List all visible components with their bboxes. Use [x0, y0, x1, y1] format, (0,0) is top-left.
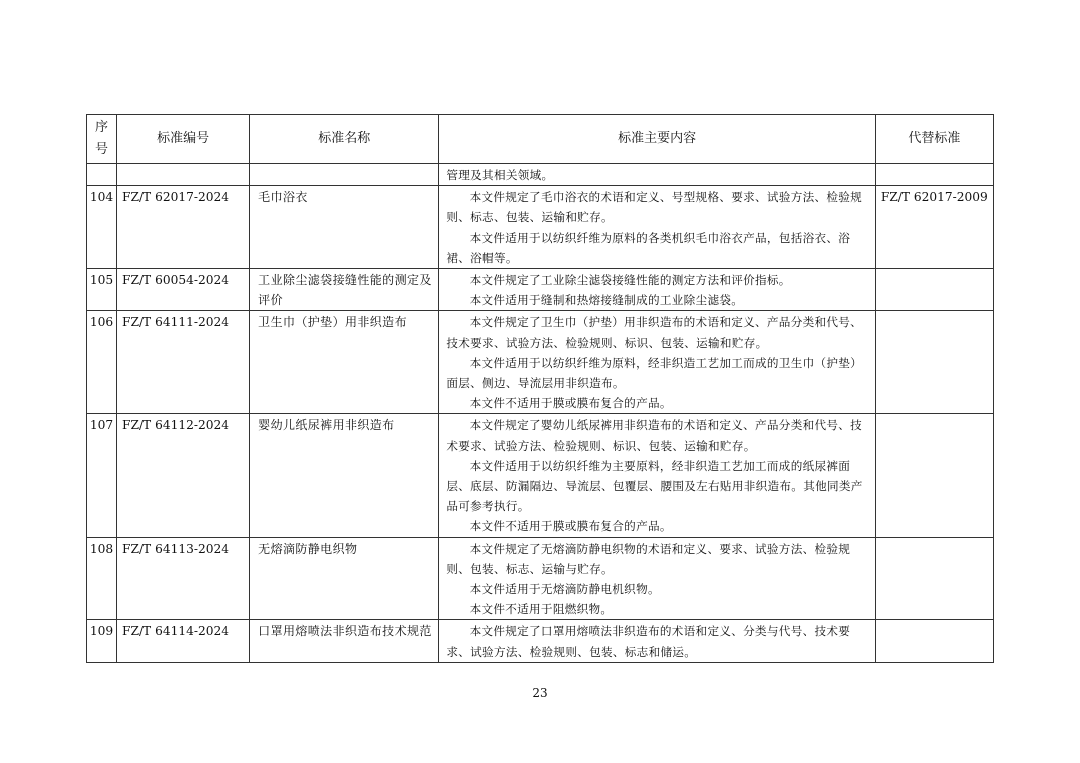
- table-row: [87, 186, 994, 269]
- content-paragraph: 本文件规定了无熔滴防静电织物的术语和定义、要求、试验方法、检验规则、包装、标志、运输与贮存。: [446, 541, 851, 576]
- cell-name: 卫生巾（护垫）用非织造布: [250, 311, 439, 414]
- cell-code: FZ/T 64112-2024: [117, 414, 250, 537]
- content-paragraph: 本文件适用于以纺织纤维为原料，经非织造工艺加工而成的卫生巾（护垫）面层、侧边、导流层用非织造布。: [446, 355, 863, 391]
- table-header: [87, 115, 994, 164]
- content-paragraph: 本文件规定了工业除尘滤袋接缝性能的测定方法和评价指标。: [469, 273, 791, 288]
- cell-replaces: [875, 311, 993, 414]
- content-paragraph: 本文件适用于以纺织纤维为原料的各类机织毛巾浴衣产品，包括浴衣、浴裙、浴帽等。: [446, 230, 851, 265]
- standards-table: [86, 114, 994, 663]
- header-replaces: 代替标准: [875, 115, 993, 164]
- content-paragraph: 本文件适用于以纺织纤维为主要原料，经非织造工艺加工而成的纸尿裤面层、底层、防漏隔边、导流层、包覆层、腰围及左右贴用非织造布。其他同类产品可参考执行。: [446, 458, 863, 514]
- content-paragraph: 本文件规定了婴幼儿纸尿裤用非织造布的术语和定义、产品分类和代号、技术要求、试验方法、检验规则、标识、包装、运输和贮存。: [446, 418, 863, 453]
- table-row-continuation: [87, 164, 994, 186]
- table-row: [87, 414, 994, 537]
- content-paragraph: 本文件不适用于膜或膜布复合的产品。: [469, 519, 672, 534]
- cell-replaces: [875, 537, 993, 620]
- page-number: 23: [532, 686, 548, 700]
- cell-replaces: [875, 414, 993, 537]
- cell-content: [439, 537, 875, 620]
- cell-content: [439, 164, 875, 186]
- cell-no: 106: [87, 311, 117, 414]
- cell-content: [439, 414, 875, 537]
- cell-no: 107: [87, 414, 117, 537]
- cell-content: [439, 620, 875, 662]
- cell-no: 104: [87, 186, 117, 269]
- content-paragraph: 管理及其相关领域。: [446, 168, 554, 182]
- table-row: [87, 537, 994, 620]
- header-content: 标准主要内容: [439, 115, 875, 164]
- cell-no: 109: [87, 620, 117, 662]
- cell-content: [439, 186, 875, 269]
- content-paragraph: 本文件规定了口罩用熔喷法非织造布的术语和定义、分类与代号、技术要求、试验方法、检验规则、包装、标志和储运。: [446, 624, 851, 659]
- cell-replaces: [875, 269, 993, 311]
- cell-no: [87, 164, 117, 186]
- cell-code: FZ/T 64113-2024: [117, 537, 250, 620]
- cell-code: FZ/T 60054-2024: [117, 269, 250, 311]
- cell-name: 口罩用熔喷法非织造布技术规范: [250, 620, 439, 662]
- cell-name: 工业除尘滤袋接缝性能的测定及评价: [250, 269, 439, 311]
- content-paragraph: 本文件适用于缝制和热熔接缝制成的工业除尘滤袋。: [469, 293, 744, 308]
- header-no-line1: 序: [95, 120, 109, 135]
- table-row: [87, 311, 994, 414]
- cell-name: 毛巾浴衣: [250, 186, 439, 269]
- header-name: 标准名称: [250, 115, 439, 164]
- cell-no: 108: [87, 537, 117, 620]
- cell-code: FZ/T 62017-2024: [117, 186, 250, 269]
- content-paragraph: 本文件不适用于阻燃织物。: [469, 602, 613, 617]
- content-paragraph: 本文件适用于无熔滴防静电机织物。: [469, 582, 660, 597]
- cell-replaces: [875, 620, 993, 662]
- cell-replaces: [875, 164, 993, 186]
- cell-content: [439, 311, 875, 414]
- table-body: [87, 164, 994, 663]
- cell-code: FZ/T 64111-2024: [117, 311, 250, 414]
- cell-name: [250, 164, 439, 186]
- header-code: 标准编号: [117, 115, 250, 164]
- header-no-line2: 号: [95, 142, 109, 157]
- table-row: [87, 269, 994, 311]
- content-paragraph: 本文件规定了卫生巾（护垫）用非织造布的术语和定义、产品分类和代号、技术要求、试验方法、检验规则、标识、包装、运输和贮存。: [446, 315, 863, 350]
- content-paragraph: 本文件规定了毛巾浴衣的术语和定义、号型规格、要求、试验方法、检验规则、标志、包装、运输和贮存。: [446, 190, 863, 225]
- cell-content: [439, 269, 875, 311]
- cell-code: [117, 164, 250, 186]
- cell-name: 婴幼儿纸尿裤用非织造布: [250, 414, 439, 537]
- content-paragraph: 本文件不适用于膜或膜布复合的产品。: [469, 396, 672, 411]
- table-row: [87, 620, 994, 662]
- cell-replaces: FZ/T 62017-2009: [875, 186, 993, 269]
- header-no: [87, 115, 117, 164]
- cell-code: FZ/T 64114-2024: [117, 620, 250, 662]
- cell-name: 无熔滴防静电织物: [250, 537, 439, 620]
- cell-no: 105: [87, 269, 117, 311]
